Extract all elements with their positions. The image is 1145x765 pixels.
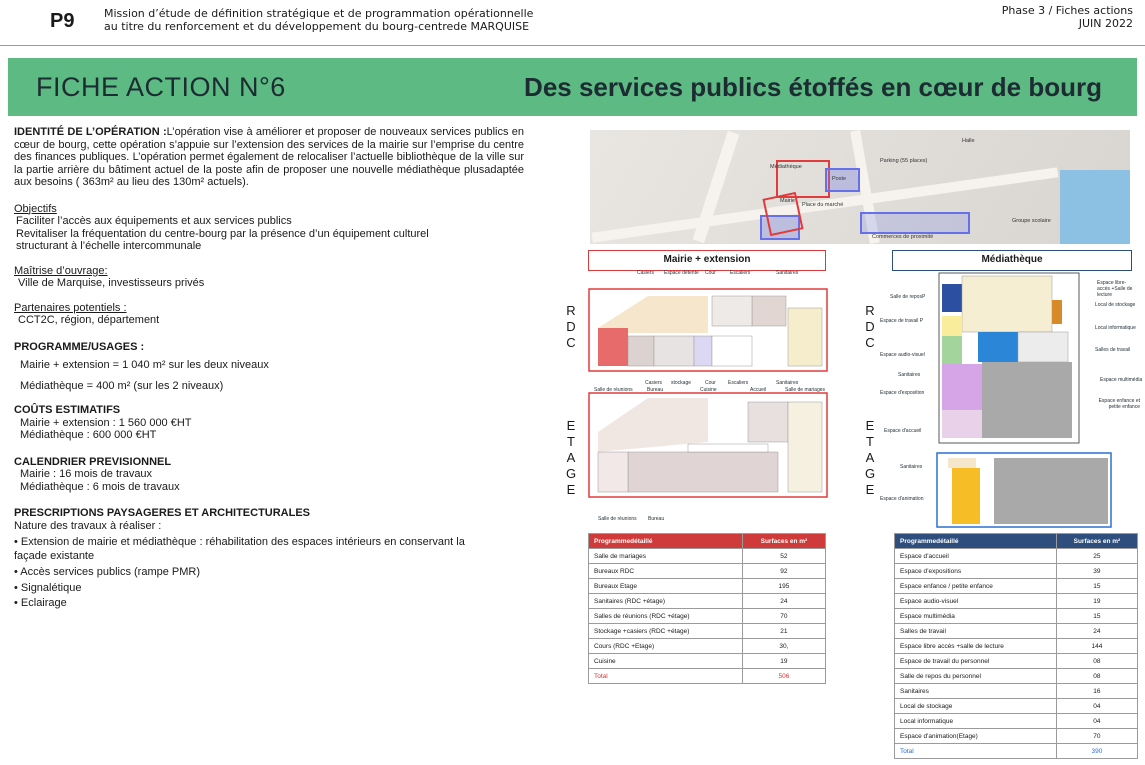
maitrise-value: Ville de Marquise, investisseurs privés <box>18 277 205 289</box>
table-row: Salles de travail 24 <box>895 624 1138 639</box>
plan-label: Accueil <box>750 387 767 393</box>
mairie-etage-letters: E T A G E <box>565 418 577 497</box>
plan-label: Sanitaires <box>776 380 799 386</box>
table-row: Salle de mariages 52 <box>589 549 826 564</box>
prescription-item: • Extension de mairie et médiathèque : réhabilitation des espaces intérieurs en conservant la façade existante <box>14 536 465 562</box>
plan-label: Espace d'accueil <box>884 428 922 434</box>
table-row: Espace audio-visuel 19 <box>895 594 1138 609</box>
programme-label: PROGRAMME/USAGES : <box>14 340 145 353</box>
mairie-etage-plan <box>588 392 828 498</box>
table-row: Espace enfance / petite enfance 15 <box>895 579 1138 594</box>
phase-label: Phase 3 / Fiches actions <box>1001 4 1133 17</box>
table-header-row <box>895 534 1138 549</box>
plan-label: Cour <box>705 380 716 386</box>
aerial-label: Parking (55 places) <box>880 158 928 164</box>
phase-date: JUIN 2022 <box>1078 17 1133 30</box>
mairie-title: Mairie + extension <box>588 250 826 271</box>
aerial-label: Groupe scolaire <box>1012 218 1051 224</box>
identite-text: L’opération vise à améliorer et proposer de nouveaux services publics en cœur de bourg, cette opération s’appuie sur l’extension des services de la mairie sur l’emprise du centre des finances publiques. L’opération permet également de relocaliser l’actuelle bibliothèque de la ville sur la partie arrière du bâtiment actuel de la poste afin de proposer une nouvelle médiathèque plusadaptée aux besoins ( 363m² au lieu des 130m² actuels). <box>14 126 524 188</box>
table-row: Cuisine 19 <box>589 654 826 669</box>
plan-label: Salle de mariages <box>785 387 826 393</box>
plan-label: Local informatique <box>1095 325 1136 331</box>
plan-label: Bureau <box>648 516 665 522</box>
plan-label: Espace d'animation <box>880 496 924 502</box>
table-row: Stockage +casiers (RDC +étage) 21 <box>589 624 826 639</box>
plan-label: Espace enfance et petite enfance <box>1098 398 1140 410</box>
col-surface: Surfaces en m² <box>742 534 825 549</box>
calendrier-line: Mairie : 16 mois de travaux <box>20 468 153 480</box>
phase-info <box>1002 4 1133 30</box>
table-row: Espace d’accueil 25 <box>895 549 1138 564</box>
programme-line: Mairie + extension = 1 040 m² sur les deux niveaux <box>20 359 269 371</box>
prescription-item: • Accès services publics (rampe PMR) <box>14 566 201 578</box>
table-row: Local informatique 04 <box>895 714 1138 729</box>
plan-label: Cuisine <box>700 387 717 393</box>
aerial-label: Poste <box>832 176 847 182</box>
col-programme: Programmedétaillé <box>589 534 743 549</box>
table-row: Salles de réunions (RDC +étage) 70 <box>589 609 826 624</box>
plan-label: Sanitaires <box>900 464 923 470</box>
objectif-item: Faciliter l’accès aux équipements et aux services publics <box>16 215 292 227</box>
table-row: Sanitaires (RDC +étage) 24 <box>589 594 826 609</box>
plan-label: Sanitaires <box>776 270 799 276</box>
mission-line-2: au titre du renforcement et du développement du bourg-centrede MARQUISE <box>104 20 530 33</box>
programme-line: Médiathèque = 400 m² (sur les 2 niveaux) <box>20 379 224 392</box>
table-total-row: Total 390 <box>895 744 1138 759</box>
prescription-item: • Signalétique <box>14 581 82 594</box>
media-rdc-letters: R D C <box>865 303 875 350</box>
water-area <box>1060 170 1130 244</box>
mairie-surfaces-table <box>588 533 826 684</box>
partenaires-label: Partenaires potentiels : <box>14 301 127 314</box>
partenaires-value: CCT2C, région, département <box>18 314 160 326</box>
aerial-map <box>590 130 1130 244</box>
mission-title <box>104 7 533 33</box>
table-row: Espace multimédia 15 <box>895 609 1138 624</box>
table-row: Cours (RDC +Etage) 30, <box>589 639 826 654</box>
plan-label: Espace détente <box>664 270 699 276</box>
mission-line-1: Mission d’étude de définition stratégique et de programmation opérationnelle <box>104 7 534 20</box>
plan-label: Local de stockage <box>1095 302 1136 308</box>
media-surfaces-table <box>894 533 1138 759</box>
couts-line: Médiathèque : 600 000 €HT <box>20 429 157 441</box>
page-number: P9 <box>50 10 75 32</box>
couts-line: Mairie + extension : 1 560 000 €HT <box>20 416 192 429</box>
objectifs-label: Objectifs <box>14 202 57 215</box>
plan-label: Salle de reposP <box>890 294 926 300</box>
fiche-number: FICHE ACTION N°6 <box>36 72 286 102</box>
table-row: Espace d’expositions 39 <box>895 564 1138 579</box>
plan-label: Escaliers <box>728 380 749 386</box>
col-programme: Programmedétaillé <box>895 534 1057 549</box>
table-row: Salle de repos du personnel 08 <box>895 669 1138 684</box>
mairie-rdc-letters: R D C <box>566 303 576 350</box>
table-row: Local de stockage 04 <box>895 699 1138 714</box>
title-banner <box>8 58 1137 116</box>
plan-label: Casiers <box>637 270 654 276</box>
table-header-row <box>589 534 826 549</box>
plan-label: Espace audio-visuel <box>880 352 925 358</box>
aerial-label: Mairie <box>780 198 795 204</box>
couts-label: COÛTS ESTIMATIFS <box>14 404 121 416</box>
aerial-label: Place du marché <box>802 202 844 208</box>
maitrise-label: Maîtrise d’ouvrage: <box>14 264 108 277</box>
table-row: Bureaux RDC 92 <box>589 564 826 579</box>
media-etage-letters: E T A G E <box>864 418 876 497</box>
fiche-title: Des services publics étoffés en cœur de bourg <box>524 72 1102 102</box>
table-row: Espace de travail du personnel 08 <box>895 654 1138 669</box>
table-row: Espace d'animation(Etage) 70 <box>895 729 1138 744</box>
plan-label: Salle de réunions <box>594 387 633 393</box>
plan-label: Sanitaires <box>898 372 921 378</box>
prescriptions-label: PRESCRIPTIONS PAYSAGERES ET ARCHITECTURALES <box>14 507 311 519</box>
calendrier-line: Médiathèque : 6 mois de travaux <box>20 480 180 493</box>
plan-label: Salles de travail <box>1095 347 1131 353</box>
text-column <box>14 126 524 610</box>
mairie-rdc-plan <box>588 288 828 372</box>
objectif-item: Revitaliser la fréquentation du centre-bourg par la présence d’un équipement culturel structurant à l’échelle intercommunale <box>16 227 429 252</box>
plan-label: Cour <box>705 270 716 276</box>
plan-label: Espace de travail P <box>880 318 924 324</box>
table-total-row: Total 506 <box>589 669 826 684</box>
plan-label: Espace d'exposition <box>880 390 925 396</box>
aerial-label: Commerces de proximité <box>872 234 934 240</box>
identite-label: IDENTITÉ DE L’OPÉRATION : <box>14 126 167 138</box>
plan-label: Salle de réunions <box>598 516 637 522</box>
aerial-label: Médiathèque <box>770 164 802 170</box>
table-row: Sanitaires 16 <box>895 684 1138 699</box>
media-rdc-plan <box>938 272 1080 444</box>
aerial-label: Halle <box>962 138 975 144</box>
col-surface: Surfaces en m² <box>1056 534 1137 549</box>
plan-label: Casiers <box>645 380 662 386</box>
plan-label: stockage <box>671 380 692 386</box>
prescription-item: • Eclairage <box>14 597 67 609</box>
plan-label: Bureau <box>647 387 664 393</box>
identite-section <box>14 126 524 189</box>
table-row: Bureaux Etage 195 <box>589 579 826 594</box>
plan-label: Espace multimédia <box>1100 377 1143 383</box>
plan-label: Espace libre-accès +Salle de lecture <box>1097 280 1133 298</box>
plan-label: Escaliers <box>730 270 751 276</box>
table-row: Espace libre accès +salle de lecture 144 <box>895 639 1138 654</box>
prescriptions-intro: Nature des travaux à réaliser : <box>14 519 162 532</box>
header-divider <box>0 45 1145 46</box>
mediatheque-title: Médiathèque <box>892 250 1132 271</box>
calendrier-label: CALENDRIER PREVISIONNEL <box>14 455 172 468</box>
media-etage-plan <box>936 452 1112 528</box>
